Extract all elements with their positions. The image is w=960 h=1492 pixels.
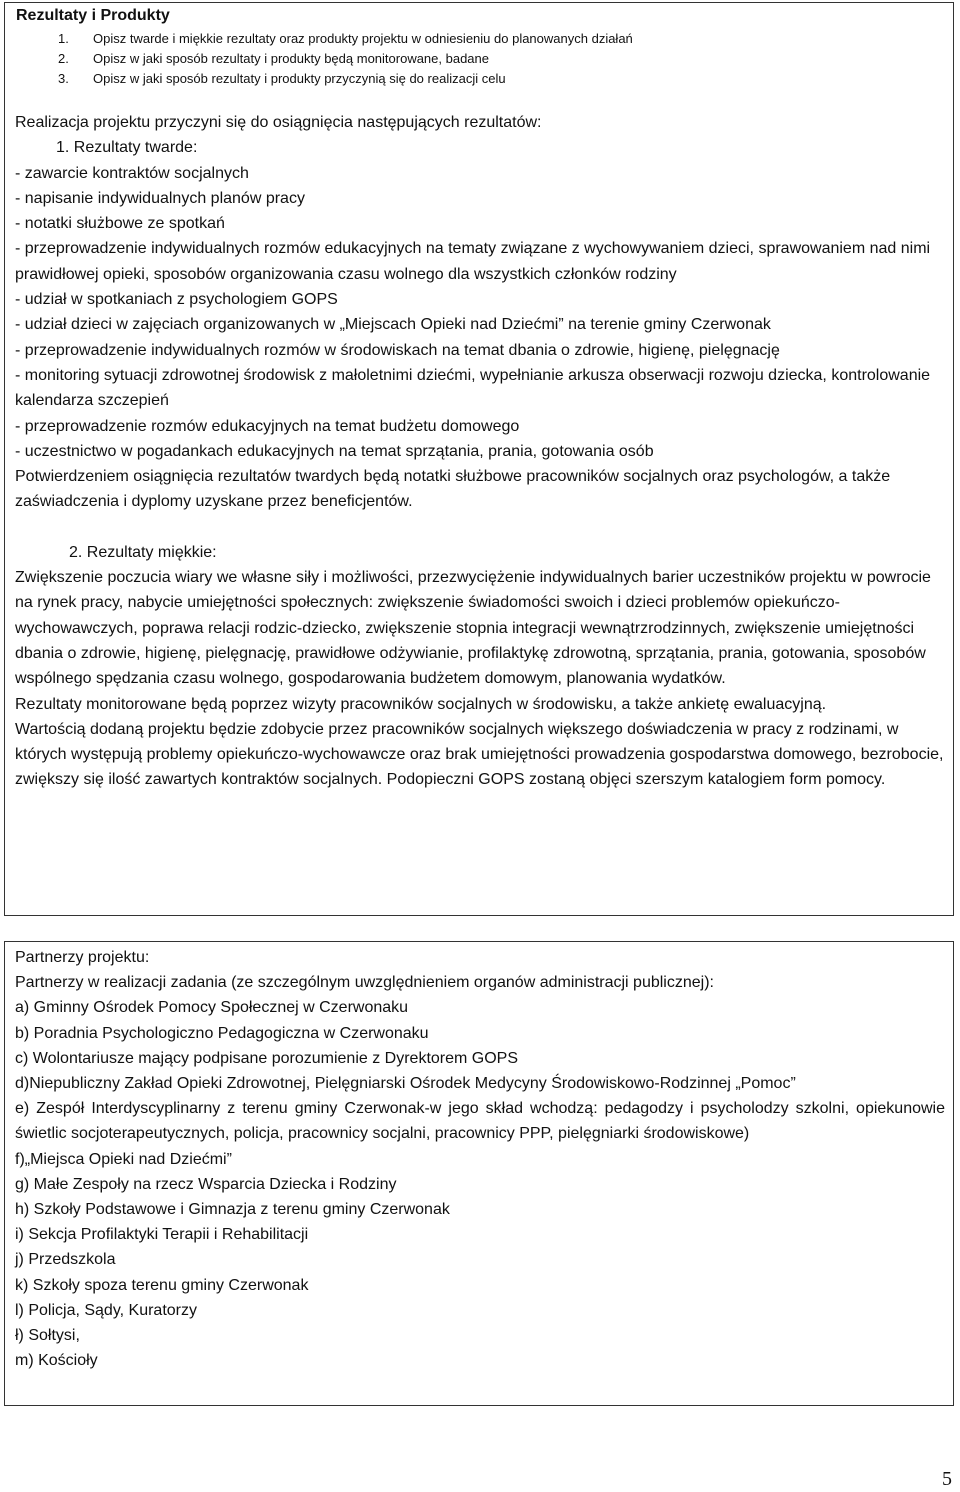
results-intro: Realizacja projektu przyczyni się do osiągnięcia następujących rezultatów: <box>15 114 542 131</box>
hard-result-item: - uczestnictwo w pogadankach edukacyjnych na temat sprzątania, prania, gotowania osób <box>15 442 654 460</box>
partner-item: j) Przedszkola <box>15 1251 116 1269</box>
instruction-number: 1. <box>58 31 69 46</box>
results-title: Rezultaty i Produkty <box>16 7 170 24</box>
hard-result-item: - notatki służbowe ze spotkań <box>15 215 225 233</box>
instruction-text: Opisz twarde i miękkie rezultaty oraz produkty projektu w odniesieniu do planowanych działań <box>93 31 633 46</box>
partners-intro: Partnerzy w realizacji zadania (ze szczególnym uwzględnieniem organów administracji publicznej): <box>15 974 714 992</box>
partner-item: ł) Sołtysi, <box>15 1327 80 1345</box>
hard-results-confirmation: Potwierdzeniem osiągnięcia rezultatów twardych będą notatki służbowe pracowników socjalnych oraz psychologów, a także zaświadczenia i dyplomy uzyskane przez beneficjentów. <box>15 468 891 511</box>
partner-item: l) Policja, Sądy, Kuratorzy <box>15 1301 197 1319</box>
instruction-number: 2. <box>58 51 69 66</box>
instruction-text: Opisz w jaki sposób rezultaty i produkty będą monitorowane, badane <box>93 51 489 66</box>
instruction-text: Opisz w jaki sposób rezultaty i produkty przyczynią się do realizacji celu <box>93 71 506 86</box>
hard-result-item: - udział w spotkaniach z psychologiem GOPS <box>15 291 338 309</box>
page-number: 5 <box>942 1468 952 1490</box>
hard-results-heading: 1. Rezultaty twarde: <box>56 139 198 157</box>
results-section <box>4 2 954 916</box>
instruction-number: 3. <box>58 71 69 86</box>
partner-item: f)„Miejsca Opieki nad Dziećmi” <box>15 1150 232 1168</box>
instruction-item <box>16 29 633 49</box>
instruction-item <box>16 69 633 89</box>
partners-body <box>15 945 945 1373</box>
hard-result-item: - przeprowadzenie indywidualnych rozmów edukacyjnych na tematy związane z wychowywaniem dzieci, sprawowaniem nad nimi prawidłowej opieki, sposobów organizowania czasu wolnego dla wszystkich członków rodziny <box>15 240 931 283</box>
partner-item: b) Poradnia Psychologiczno Pedagogiczna w Czerwonaku <box>15 1024 429 1042</box>
partner-item: c) Wolontariusze mający podpisane porozumienie z Dyrektorem GOPS <box>15 1049 519 1067</box>
hard-result-item: - zawarcie kontraktów socjalnych <box>15 164 249 182</box>
soft-results-paragraph: Wartością dodaną projektu będzie zdobycie przez pracowników socjalnych większego doświadczenia w pracy z rodzinami, w których występują problemy opiekuńczo-wychowawcze oraz brak umiejętności prowadzenia gospodarstwa domowego, bezrobocie, zwiększy się ilość zawartych kontraktów socjalnych. Podopieczni GOPS zostaną objęci szerszym katalogiem form pomocy. <box>15 720 944 789</box>
hard-result-item: - przeprowadzenie indywidualnych rozmów w środowiskach na temat dbania o zdrowie, higienę, pielęgnację <box>15 341 780 359</box>
soft-results-heading: 2. Rezultaty miękkie: <box>69 543 217 561</box>
partner-item: e) Zespół Interdyscyplinarny z terenu gminy Czerwonak-w jego skład wchodzą: pedagodzy i psycholodzy szkolni, opiekunowie świetlic socjoterapeutycznych, policja, pracownicy socjalni, pracownicy PPP, pielęgniarki środowiskowe) <box>15 1100 945 1143</box>
hard-result-item: - udział dzieci w zajęciach organizowanych w „Miejscach Opieki nad Dziećmi” na terenie gminy Czerwonak <box>15 316 771 334</box>
partner-item: k) Szkoły spoza terenu gminy Czerwonak <box>15 1276 309 1294</box>
paragraph-spacer <box>15 515 945 540</box>
partner-item: m) Kościoły <box>15 1352 98 1370</box>
partners-section <box>4 941 954 1406</box>
results-body <box>15 110 945 793</box>
partners-title: Partnerzy projektu: <box>15 949 150 966</box>
hard-result-item: - przeprowadzenie rozmów edukacyjnych na temat budżetu domowego <box>15 417 520 435</box>
partner-item: d)Niepubliczny Zakład Opieki Zdrowotnej, Pielęgniarski Ośrodek Medycyny Środowiskowo-Rodzinnej „Pomoc” <box>15 1075 796 1093</box>
partner-item: a) Gminny Ośrodek Pomocy Społecznej w Czerwonaku <box>15 999 409 1017</box>
partner-item: h) Szkoły Podstawowe i Gimnazja z terenu gminy Czerwonak <box>15 1201 450 1219</box>
soft-results-paragraph: Rezultaty monitorowane będą poprzez wizyty pracowników socjalnych w środowisku, a także ankietę ewaluacyjną. <box>15 695 827 713</box>
instruction-list <box>16 29 633 89</box>
partner-item: g) Małe Zespoły na rzecz Wsparcia Dziecka i Rodziny <box>15 1175 397 1193</box>
soft-results-paragraph: Zwiększenie poczucia wiary we własne siły i możliwości, przezwyciężenie indywidualnych barier uczestników projektu w powrocie na rynek pracy, nabycie umiejętności społecznych: zwiększenie świadomości swoich i dzieci problemów opiekuńczo-wychowawczych, poprawa relacji rodzic-dziecko, zwiększenie stopnia integracji wewnątrzrodzinnych, zwiększenie umiejętności dbania o zdrowie, higienę, pielęgnację, prawidłowe odżywianie, profilaktykę zdrowotną, sprzątania, prania, gotowania, sposobów wspólnego spędzania czasu wolnego, gospodarowania budżetem domowym, planowania wydatków. <box>15 569 931 688</box>
hard-result-item: - napisanie indywidualnych planów pracy <box>15 189 305 207</box>
partner-item: i) Sekcja Profilaktyki Terapii i Rehabilitacji <box>15 1226 309 1244</box>
instruction-item <box>16 49 633 69</box>
hard-result-item: - monitoring sytuacji zdrowotnej środowisk z małoletnimi dziećmi, wypełnianie arkusza obserwacji rozwoju dziecka, kontrolowanie kalendarza szczepień <box>15 366 931 410</box>
